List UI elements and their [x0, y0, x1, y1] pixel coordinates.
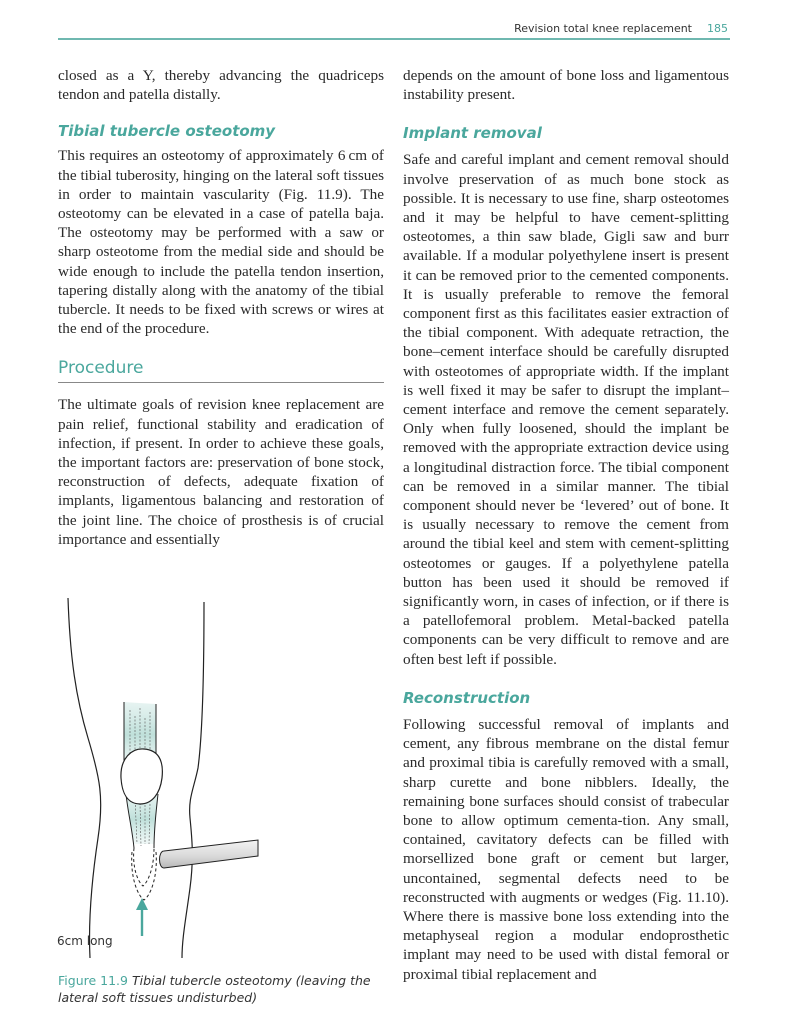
right-column [403, 66, 729, 984]
paragraph-reconstruction: Following successful removal of implants and cement, any fibrous membrane on the distal femur and proximal tibia is carefully removed with a small, sharp curette and bone nibblers. Ideally, the remaining bone surfaces should consist of trabecular bone to allow optimum cementa-tion. Any small, contained, cavitatory defects can be filled with morsellized bone graft or cement but larger, uncontained, segmental defects need to be reconstructed with augments or wedges (Fig. 11.10). Where there is massive bone loss extending into the metaphyseal region a modular endoprosthetic implant may need to be used with distal femoral or proximal tibial replacement and [403, 715, 729, 983]
figure-annotation-6cm: 6cm long [57, 934, 113, 948]
continued-paragraph-left: closed as a Y, thereby advancing the quadriceps tendon and patella distally. [58, 67, 384, 104]
section-heading-procedure: Procedure [58, 358, 384, 383]
left-column [58, 66, 384, 549]
paragraph-implant-removal: Safe and careful implant and cement removal should involve preservation of as much bone stock as possible. It is necessary to use fine, sharp osteotomes and it may be helpful to have cement-splitting osteotomes, a thin saw blade, Gigli saw and burr available. If a modular polyethylene insert is present it can be removed prior to the cemented components. It is usually preferable to remove the femoral component first as this facilitates easier extraction of the tibial component. With adequate retraction, the bone–cement interface should be carefully disrupted with osteotomes of appropriate width. If the implant is well fixed it may be safer to disrupt the implant–cement interface and remove the cement separately. Only when fully loosened, should the implant be removed with the appropriate extraction device using a longitudinal distraction force. The tibial component can be removed in a similar manner. The tibial component should never be ‘levered’ out of bone. It is usually necessary to remove the cement from around the tibial keel and stem with cement-splitting osteotomes or gauges. If a polyethylene patella button has been used it should be removed if significantly worn, in cases of infection, or if there is a patellofemoral problem. Metal-backed patella components can be very difficult to remove and are often best left if possible. [403, 151, 729, 668]
paragraph-tibial-tubercle-osteotomy: This requires an osteotomy of approximately 6 cm of the tibial tuberosity, hinging on the lateral soft tissues in order to maintain vascularity (Fig. 11.9). The osteotomy can be elevated in a case of patella baja. The osteotomy may be performed with a saw or sharp osteotome from the medial side and should be wide enough to include the patella tendon insertion, tapering distally along with the anatomy of the tibial tubercle. It needs to be fixed with screws or wires at the end of the procedure. [58, 147, 384, 338]
page-number: 185 [707, 22, 728, 35]
figure-caption-label: Figure 11.9 [58, 973, 128, 988]
knee-illustration [58, 598, 358, 958]
subheading-reconstruction: Reconstruction [403, 688, 531, 707]
subheading-tibial-tubercle-osteotomy: Tibial tubercle osteotomy [58, 122, 276, 141]
figure-caption-text: Tibial tubercle osteotomy (leaving the lateral soft tissues undisturbed) [58, 973, 371, 1005]
running-head-title: Revision total knee replacement [514, 22, 692, 35]
paragraph-procedure: The ultimate goals of revision knee replacement are pain relief, functional stability and eradication of infection, if present. In order to achieve these goals, the important factors are: preservation of bone stock, reconstruction of defects, adequate fixation of implants, ligamentous balancing and restoration of the joint line. The choice of prosthesis is of crucial importance and essentially [58, 396, 384, 548]
figure-caption [58, 972, 378, 1006]
figure-tibial-tubercle-osteotomy [58, 598, 358, 958]
continued-paragraph-right: depends on the amount of bone loss and ligamentous instability present. [403, 67, 729, 104]
running-head [58, 18, 730, 40]
subheading-implant-removal: Implant removal [403, 124, 542, 143]
